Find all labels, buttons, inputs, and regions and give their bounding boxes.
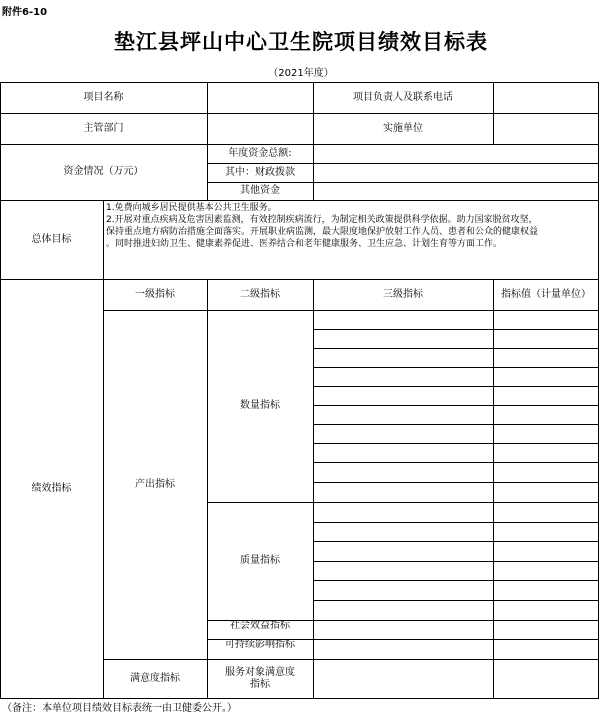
output-indicators-label: 产出指标 bbox=[135, 478, 175, 490]
goal-line: 保持重点地方病防治措施全面落实。开展职业病监测，最大限度地保护放射工作人员、患者和公众的健康权益 bbox=[106, 227, 539, 237]
goal-line: 2.开展对重点疾病及危害因素监测，有效控制疾病流行，为制定相关政策提供科学依据。助力国家脱贫攻坚， bbox=[106, 215, 538, 225]
level3-header: 三级指标 bbox=[383, 288, 423, 300]
project-owner-phone-label: 项目负责人及联系电话 bbox=[353, 91, 453, 103]
fiscal-allocation-label: 其中：财政拨款 bbox=[225, 166, 295, 178]
footer-note: （备注：本单位项目绩效目标表统一由卫健委公开。） bbox=[2, 703, 237, 714]
satisfaction-indicators-label: 满意度指标 bbox=[130, 673, 180, 684]
goal-line: 。同时推进妇幼卫生、健康素养促进、医养结合和老年健康服务、卫生应急、计划生育等方面工作。 bbox=[106, 239, 503, 249]
goal-line: 1.免费向城乡居民提供基本公共卫生服务。 bbox=[106, 203, 277, 213]
performance-indicators-label: 绩效指标 bbox=[31, 483, 72, 494]
service-target-satisfaction-label: 服务对象满意度指标 bbox=[225, 667, 295, 690]
quantity-indicators-label: 数量指标 bbox=[240, 400, 280, 411]
indicator-value-header: 指标值（计量单位） bbox=[501, 288, 591, 300]
implementing-unit-label: 实施单位 bbox=[383, 122, 423, 134]
supervising-dept-label: 主管部门 bbox=[83, 122, 124, 134]
attachment-label: 附件6-10 bbox=[2, 7, 48, 18]
year-label: （2021年度） bbox=[268, 68, 334, 79]
page-title: 垫江县坪山中心卫生院项目绩效目标表 bbox=[114, 29, 488, 54]
quality-indicators-label: 质量指标 bbox=[240, 555, 280, 566]
social-benefit-label: 社会效益指标 bbox=[230, 620, 290, 631]
level2-header: 二级指标 bbox=[240, 288, 280, 300]
funding-label: 资金情况（万元） bbox=[63, 166, 144, 177]
overall-goal-text bbox=[103, 201, 597, 277]
level1-header: 一级指标 bbox=[135, 288, 175, 300]
overall-goal-label: 总体目标 bbox=[31, 233, 72, 245]
other-funds-label: 其他资金 bbox=[240, 185, 280, 196]
annual-total-label: 年度资金总额: bbox=[228, 147, 292, 159]
project-name-label: 项目名称 bbox=[83, 91, 124, 103]
sustainable-impact-label: 可持续影响指标 bbox=[225, 639, 295, 650]
